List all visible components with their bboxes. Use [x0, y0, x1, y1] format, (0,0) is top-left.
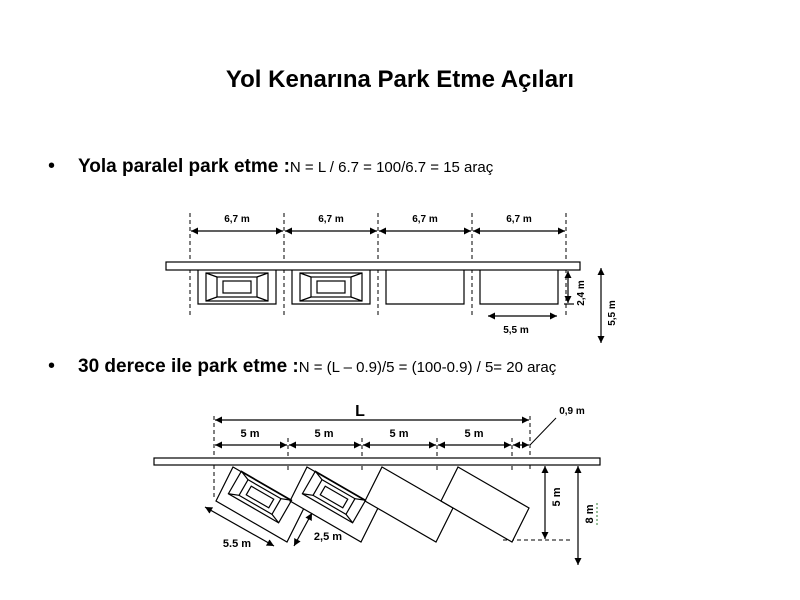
parallel-parking-diagram — [166, 213, 618, 343]
angled-stall-width-label: 5 m — [314, 428, 334, 440]
parallel-stall-length-label: 6,7 m — [224, 214, 250, 225]
bullet-lead: 30 derece ile park etme : — [78, 356, 299, 377]
bullet-formula: N = (L – 0.9)/5 = (100-0.9) / 5= 20 araç — [298, 359, 557, 376]
angled-offset-label: 0,9 m — [559, 406, 585, 417]
parallel-stall-length-label: 6,7 m — [412, 214, 438, 225]
bullet-lead: Yola paralel park etme : — [78, 156, 290, 177]
angled-stall-width-label: 5 m — [240, 428, 260, 440]
parallel-stall-width-label: 5,5 m — [503, 325, 529, 336]
angled-curb — [154, 458, 600, 465]
parallel-total-depth-label: 5,5 m — [607, 300, 618, 326]
angled-stall-depth-label: 5 m — [551, 487, 563, 507]
angled-stall-width-label: 5 m — [464, 428, 484, 440]
bullet-symbol: • — [48, 155, 56, 177]
angled-total-length-label: L — [355, 403, 365, 420]
angled-total-depth-label: 8 m — [584, 504, 596, 524]
offset-leader-line — [530, 418, 556, 445]
car-icon — [206, 273, 268, 301]
page-title: Yol Kenarına Park Etme Açıları — [225, 66, 575, 93]
angled-parking-diagram — [154, 403, 600, 565]
parallel-stall-length-label: 6,7 m — [318, 214, 344, 225]
bullet-formula: N = L / 6.7 = 100/6.7 = 15 araç — [289, 159, 494, 176]
angled-stall-width-label: 5 m — [389, 428, 409, 440]
angled-stall-width-dim-label: 2,5 m — [313, 531, 343, 543]
parallel-stall-length-label: 6,7 m — [506, 214, 532, 225]
parallel-stall-depth-label: 2,4 m — [576, 280, 587, 306]
car-icon — [300, 273, 362, 301]
parallel-curb — [166, 262, 580, 270]
bullet-symbol: • — [48, 355, 56, 377]
angled-car-length-label: 5.5 m — [222, 538, 252, 550]
